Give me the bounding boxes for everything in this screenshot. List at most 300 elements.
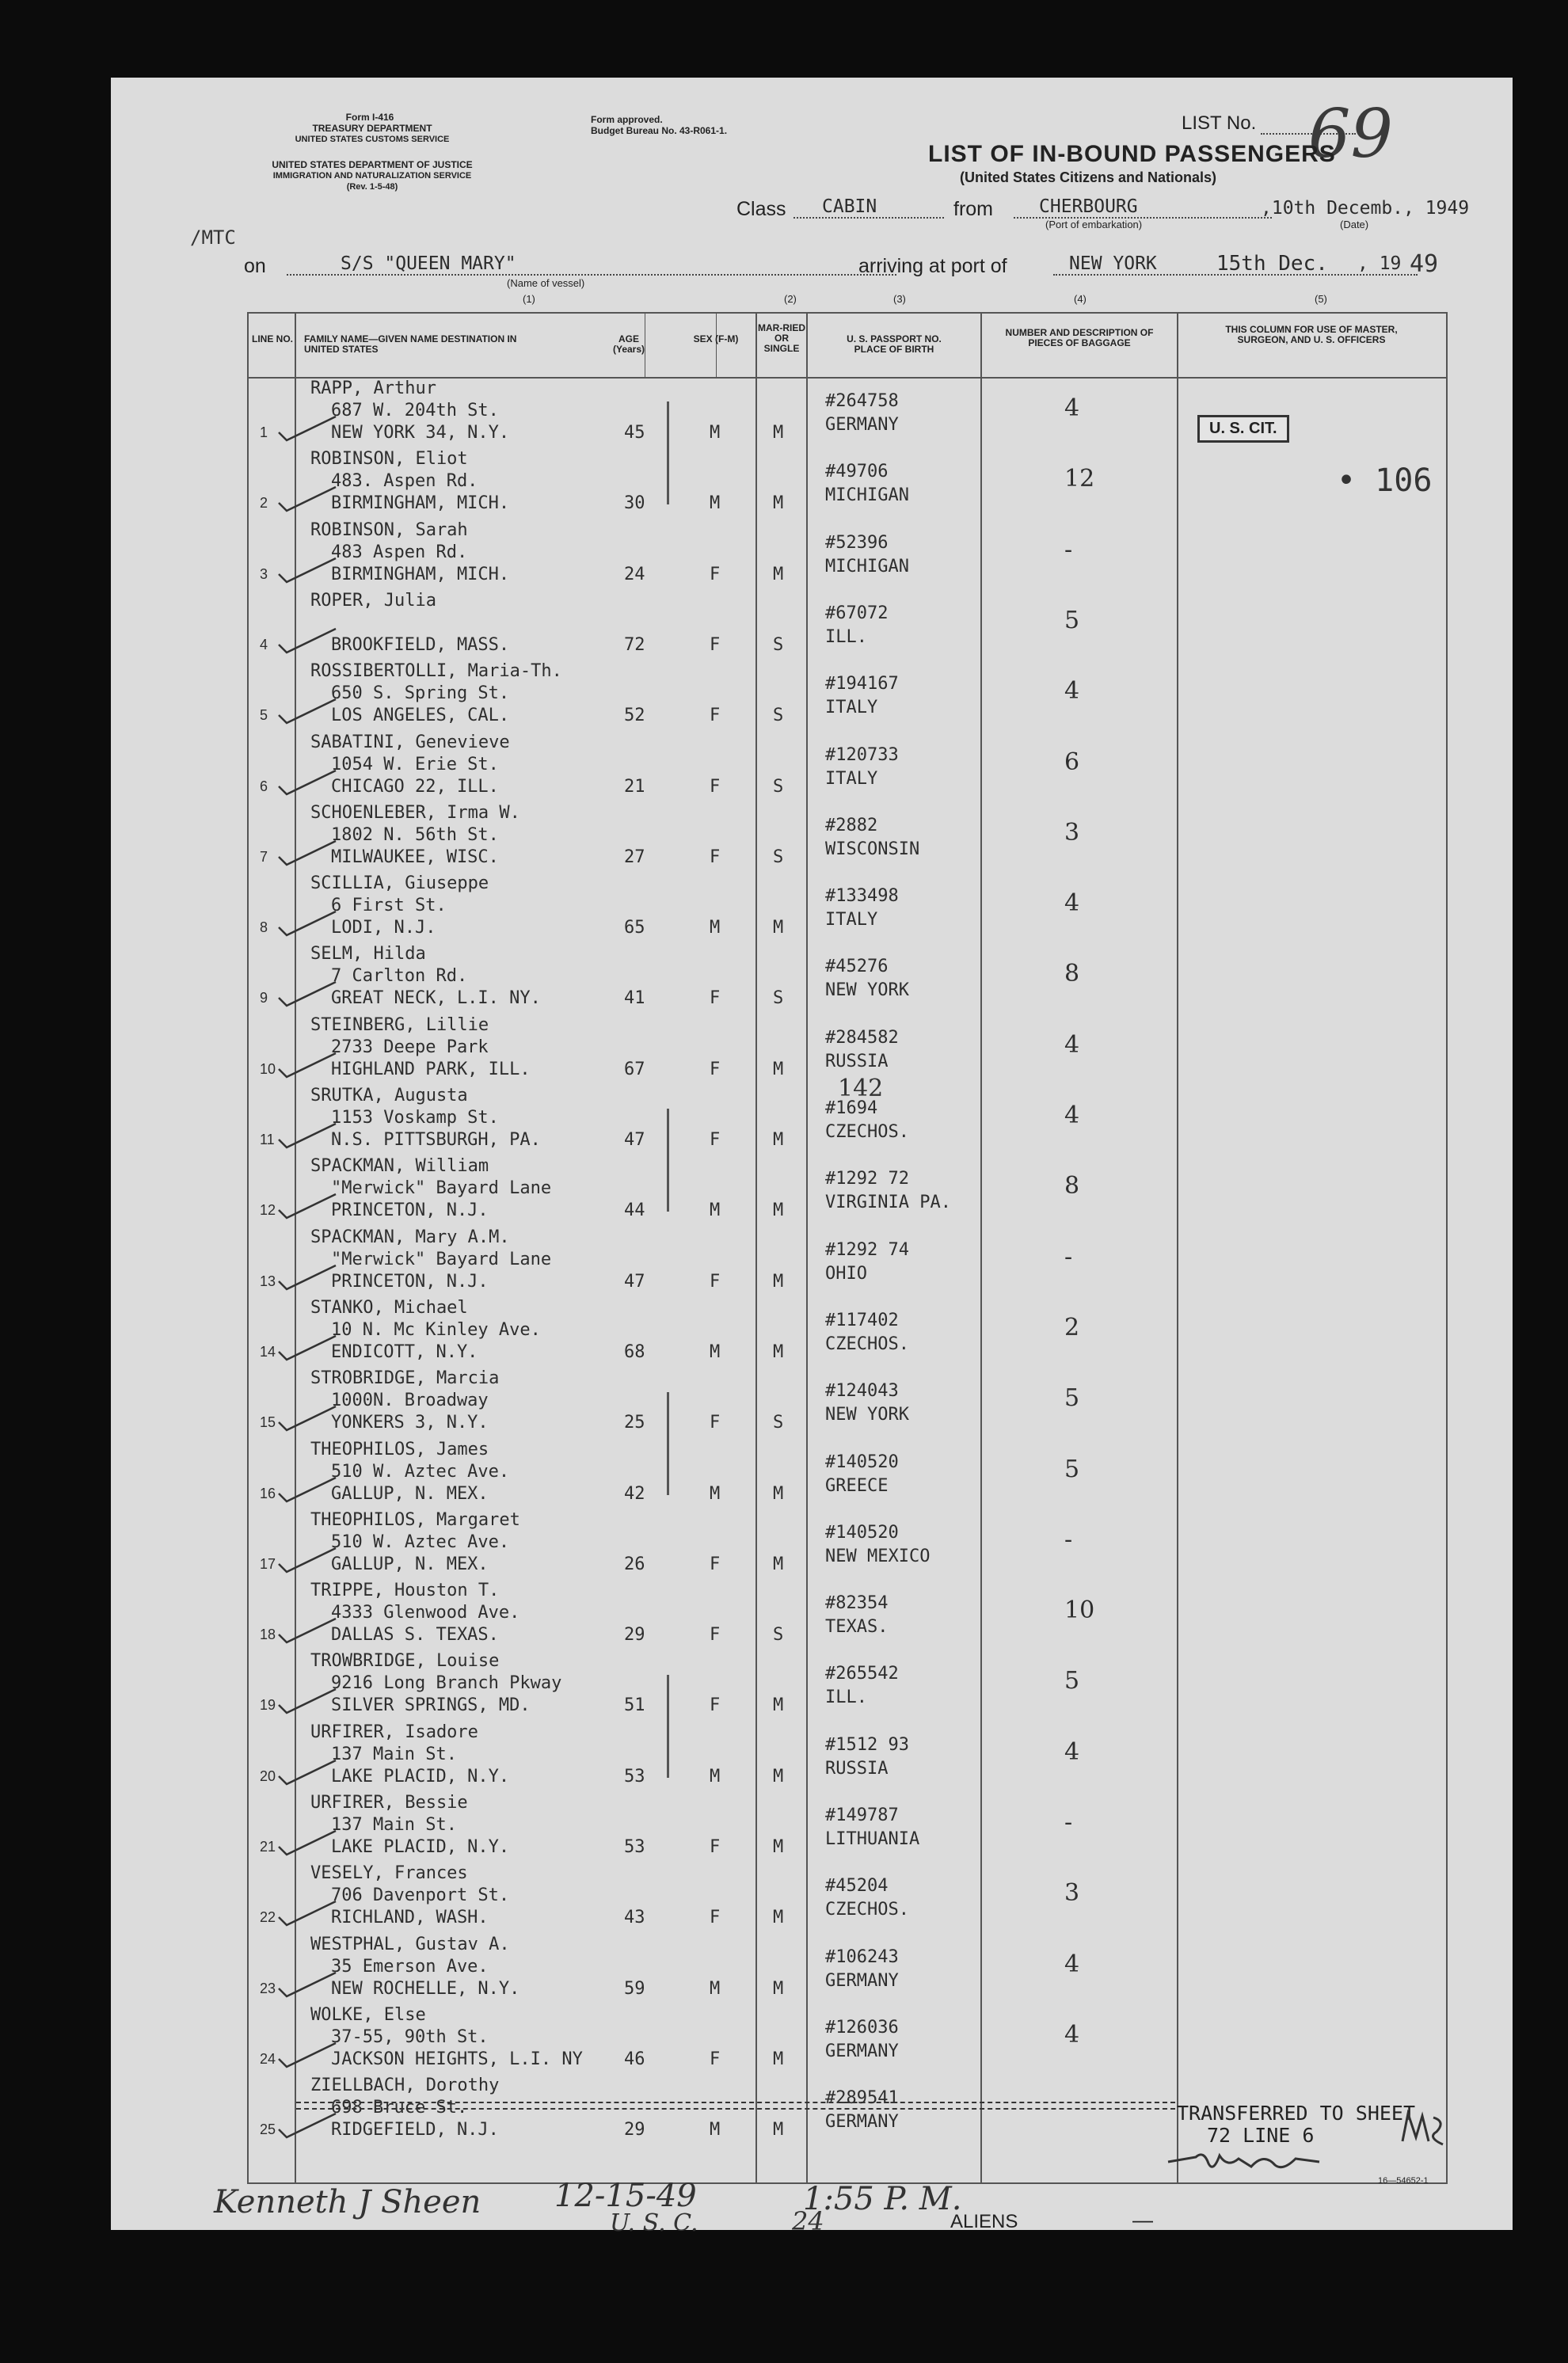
place-of-birth: ILL. — [825, 1688, 867, 1708]
passport-no: #149787 — [825, 1806, 899, 1825]
passport-no: #117402 — [825, 1310, 899, 1330]
passenger-sex: M — [710, 423, 721, 443]
baggage-count: 3 — [1064, 818, 1080, 847]
line-no: 18 — [260, 1627, 276, 1643]
passenger-age: 59 — [624, 1978, 645, 1999]
marital-status: M — [773, 1201, 784, 1221]
check-mark-icon — [276, 836, 339, 868]
place-of-birth: VIRGINIA PA. — [825, 1193, 951, 1213]
check-mark-icon — [276, 1402, 339, 1433]
check-mark-icon — [276, 907, 339, 938]
check-mark-icon — [276, 1614, 339, 1646]
passenger-city: RIDGEFIELD, N.J. — [331, 2120, 499, 2140]
passenger-sex: F — [710, 1413, 721, 1433]
baggage-count: 6 — [1064, 748, 1080, 776]
sign-date: 12-15-49 — [554, 2178, 697, 2214]
place-of-birth: GERMANY — [825, 415, 899, 435]
place-of-birth: TEXAS. — [825, 1617, 889, 1638]
arrival-year-prefix: , 19 — [1357, 253, 1402, 274]
place-of-birth: GERMANY — [825, 2112, 899, 2133]
passenger-name: THEOPHILOS, James — [310, 1439, 489, 1459]
line-no: 6 — [260, 778, 268, 794]
col-num-5: (5) — [1315, 293, 1327, 305]
passenger-age: 47 — [624, 1130, 645, 1150]
line-no: 8 — [260, 919, 268, 936]
marital-status: M — [773, 1059, 784, 1079]
table-row — [249, 1156, 1446, 1227]
table-row — [249, 1722, 1446, 1793]
justice-dept: UNITED STATES DEPARTMENT OF JUSTICE — [272, 159, 473, 170]
passenger-city: GALLUP, N. MEX. — [331, 1483, 489, 1504]
passenger-name: WOLKE, Else — [310, 2004, 426, 2025]
passport-no: #140520 — [825, 1452, 899, 1472]
place-of-birth: NEW MEXICO — [825, 1546, 931, 1566]
passenger-address: 1802 N. 56th St. — [331, 824, 499, 845]
marital-status: M — [773, 2120, 784, 2140]
baggage-count: 5 — [1064, 606, 1080, 634]
place-of-birth: CZECHOS. — [825, 1900, 909, 1920]
check-mark-icon — [276, 2109, 339, 2140]
passenger-age: 21 — [624, 776, 645, 797]
passenger-sex: F — [710, 1625, 721, 1646]
header-married: MAR-RIED OR SINGLE — [758, 322, 805, 354]
passenger-age: 65 — [624, 918, 645, 938]
place-of-birth: MICHIGAN — [825, 556, 909, 576]
passport-no: #2882 — [825, 815, 878, 835]
check-mark-icon — [276, 482, 339, 514]
line-no: 16 — [260, 1485, 276, 1501]
table-row — [249, 1227, 1446, 1298]
passport-no: #52396 — [825, 532, 889, 553]
table-row — [249, 1440, 1446, 1510]
check-mark-icon — [276, 1756, 339, 1787]
passenger-name: STEINBERG, Lillie — [310, 1014, 489, 1035]
passenger-age: 46 — [624, 2049, 645, 2069]
passenger-name: SPACKMAN, Mary A.M. — [310, 1227, 510, 1247]
marital-status: S — [773, 1413, 784, 1433]
place-of-birth: ITALY — [825, 768, 878, 789]
passenger-city: LOS ANGELES, CAL. — [331, 706, 510, 726]
baggage-count: 2 — [1064, 1313, 1080, 1341]
marital-status: M — [773, 423, 784, 443]
passenger-address: 650 S. Spring St. — [331, 683, 510, 704]
passenger-city: NEW ROCHELLE, N.Y. — [331, 1978, 520, 1999]
passenger-name: THEOPHILOS, Margaret — [310, 1509, 520, 1530]
check-mark-icon — [276, 1189, 339, 1221]
passport-no: #124043 — [825, 1381, 899, 1402]
vessel-caption: (Name of vessel) — [507, 277, 585, 289]
baggage-count: 4 — [1064, 1102, 1080, 1129]
passenger-name: ROBINSON, Sarah — [310, 519, 468, 540]
date-caption: (Date) — [1340, 219, 1369, 230]
check-mark-icon — [276, 1897, 339, 1928]
passport-no: #45204 — [825, 1876, 889, 1897]
bracket-mark — [667, 401, 669, 504]
arrival-date: 15th Dec. — [1216, 252, 1328, 276]
check-mark-icon — [276, 1968, 339, 2000]
table-row — [249, 520, 1446, 591]
transferred-note-2: 72 LINE 6 — [1207, 2124, 1315, 2147]
passenger-sex: F — [710, 564, 721, 584]
check-mark-icon — [276, 1119, 339, 1151]
passenger-address: 7 Carlton Rd. — [331, 966, 468, 987]
passenger-city: GREAT NECK, L.I. NY. — [331, 988, 541, 1009]
usc-count: 24 — [792, 2206, 824, 2236]
passenger-city: DALLAS S. TEXAS. — [331, 1625, 499, 1646]
line-no: 20 — [260, 1767, 276, 1784]
usc-label: U. S. C. — [610, 2209, 698, 2237]
passenger-city: RICHLAND, WASH. — [331, 1908, 489, 1928]
line-no: 7 — [260, 848, 268, 865]
manifest-subtitle: (United States Citizens and Nationals) — [960, 169, 1217, 185]
class-underline — [794, 217, 944, 219]
passenger-sex: F — [710, 776, 721, 797]
passenger-city: SILVER SPRINGS, MD. — [331, 1695, 531, 1716]
passport-no: #1292 74 — [825, 1239, 909, 1260]
passenger-name: SCILLIA, Giuseppe — [310, 873, 489, 894]
marital-status: M — [773, 1341, 784, 1362]
passenger-age: 42 — [624, 1483, 645, 1504]
passenger-age: 53 — [624, 1766, 645, 1787]
check-mark-icon — [276, 624, 339, 656]
passenger-name: STANKO, Michael — [310, 1297, 468, 1318]
passenger-address: 1153 Voskamp St. — [331, 1108, 499, 1128]
embark-caption: (Port of embarkation) — [1045, 219, 1143, 230]
passenger-address: 10 N. Mc Kinley Ave. — [331, 1319, 541, 1340]
place-of-birth: GREECE — [825, 1475, 889, 1496]
marital-status: S — [773, 706, 784, 726]
col-num-3: (3) — [893, 293, 906, 305]
header-age: AGE (Years) — [612, 333, 645, 355]
marital-status: M — [773, 1908, 784, 1928]
form-revision: (Rev. 1-5-48) — [346, 182, 398, 192]
marital-status: S — [773, 988, 784, 1009]
line-no: 11 — [260, 1132, 275, 1147]
passenger-sex: F — [710, 847, 721, 867]
line-no: 15 — [260, 1414, 276, 1431]
passenger-city: PRINCETON, N.J. — [331, 1271, 489, 1292]
passenger-name: URFIRER, Bessie — [310, 1793, 468, 1813]
passenger-address: "Merwick" Bayard Lane — [331, 1249, 552, 1269]
passport-no: #1292 72 — [825, 1169, 909, 1189]
line-no: 10 — [260, 1060, 276, 1077]
passport-no: #265542 — [825, 1664, 899, 1684]
place-of-birth: WISCONSIN — [825, 839, 920, 859]
table-row — [249, 1510, 1446, 1581]
baggage-count: 4 — [1064, 1737, 1080, 1766]
bracket-mark — [667, 1675, 669, 1778]
passenger-age: 67 — [624, 1059, 645, 1079]
row-separator — [296, 2108, 1175, 2110]
passenger-city: LAKE PLACID, N.Y. — [331, 1837, 510, 1857]
check-mark-icon — [276, 1048, 339, 1080]
baggage-count: 5 — [1064, 1384, 1080, 1413]
passenger-age: 53 — [624, 1837, 645, 1857]
check-mark-icon — [276, 412, 339, 443]
us-cit-stamp: U. S. CIT. — [1197, 415, 1289, 443]
initials — [1399, 2110, 1454, 2157]
passenger-address: 35 Emerson Ave. — [331, 1956, 489, 1977]
passenger-age: 68 — [624, 1341, 645, 1362]
passenger-city: BIRMINGHAM, MICH. — [331, 564, 510, 584]
passport-no: #284582 — [825, 1027, 899, 1048]
baggage-count: 4 — [1064, 677, 1080, 706]
port-value: NEW YORK — [1069, 253, 1157, 274]
passport-no: #133498 — [825, 886, 899, 907]
line-no: 14 — [260, 1343, 276, 1360]
footer-code: 16—54652-1 — [1378, 2176, 1429, 2186]
check-mark-icon — [276, 1543, 339, 1575]
place-of-birth: ITALY — [825, 698, 878, 718]
passport-correction: 142 — [838, 1075, 884, 1102]
list-no-label: LIST No. — [1182, 112, 1257, 134]
passport-no: #45276 — [825, 957, 889, 977]
signature: Kenneth J Sheen — [214, 2184, 481, 2220]
table-row — [249, 944, 1446, 1014]
marital-status: S — [773, 1625, 784, 1646]
header-baggage: NUMBER AND DESCRIPTION OF PIECES OF BAGGAGE — [1005, 327, 1154, 348]
vessel-value: S/S "QUEEN MARY" — [341, 253, 516, 274]
line-no: 13 — [260, 1273, 276, 1289]
marital-status: M — [773, 564, 784, 584]
line-no: 24 — [260, 2050, 276, 2067]
passenger-age: 26 — [624, 1554, 645, 1574]
passenger-name: TRIPPE, Houston T. — [310, 1581, 500, 1601]
passenger-sex: M — [710, 1978, 721, 1999]
passenger-address: 510 W. Aztec Ave. — [331, 1461, 510, 1482]
passenger-address: 483 Aspen Rd. — [331, 542, 468, 562]
passenger-sex: F — [710, 1130, 721, 1150]
header-passport: U. S. PASSPORT NO. PLACE OF BIRTH — [847, 333, 942, 355]
passenger-name: ROSSIBERTOLLI, Maria-Th. — [310, 661, 562, 682]
passenger-sex: F — [710, 1837, 721, 1857]
place-of-birth: ITALY — [825, 910, 878, 930]
from-label: from — [953, 198, 993, 220]
baggage-count: 4 — [1064, 394, 1080, 422]
table-row — [249, 873, 1446, 944]
passenger-age: 30 — [624, 493, 645, 514]
col-num-4: (4) — [1074, 293, 1087, 305]
table-row — [249, 449, 1446, 519]
table-row — [249, 1793, 1446, 1863]
passenger-sex: M — [710, 1341, 721, 1362]
header-line-no: LINE NO. — [252, 333, 294, 344]
col-num-1: (1) — [523, 293, 535, 305]
vessel-underline — [287, 274, 896, 276]
passenger-name: SRUTKA, Augusta — [310, 1086, 468, 1105]
passenger-age: 41 — [624, 988, 645, 1009]
baggage-count: 4 — [1064, 2020, 1080, 2049]
passenger-age: 72 — [624, 634, 645, 655]
check-mark-icon — [276, 1261, 339, 1292]
passenger-name: STROBRIDGE, Marcia — [310, 1368, 500, 1389]
treasury-dept: TREASURY DEPARTMENT — [312, 123, 432, 134]
check-mark-icon — [276, 1473, 339, 1505]
passport-no: #194167 — [825, 674, 899, 694]
table-row — [249, 591, 1446, 661]
passenger-sex: M — [710, 1766, 721, 1787]
passenger-sex: F — [710, 1695, 721, 1716]
passenger-address: 37-55, 90th St. — [331, 2026, 489, 2047]
passenger-address: 4333 Glenwood Ave. — [331, 1603, 520, 1623]
place-of-birth: GERMANY — [825, 1970, 899, 1991]
passport-no: #289541 — [825, 2088, 899, 2109]
passenger-city: GALLUP, N. MEX. — [331, 1554, 489, 1574]
place-of-birth: CZECHOS. — [825, 1334, 909, 1354]
manifest-title: LIST OF IN-BOUND PASSENGERS — [928, 141, 1336, 167]
marital-status: M — [773, 1695, 784, 1716]
col-num-2: (2) — [784, 293, 797, 305]
passenger-name: ROPER, Julia — [310, 590, 436, 611]
passenger-address: 483. Aspen Rd. — [331, 471, 478, 492]
line-no: 4 — [260, 636, 268, 653]
passenger-address: 137 Main St. — [331, 1744, 457, 1764]
passport-no: #106243 — [825, 1946, 899, 1967]
passenger-address: 510 W. Aztec Ave. — [331, 1532, 510, 1552]
marital-status: M — [773, 1766, 784, 1787]
passport-no: #120733 — [825, 744, 899, 765]
check-mark-icon — [276, 1826, 339, 1858]
check-mark-icon — [276, 977, 339, 1009]
passenger-sex: F — [710, 1554, 721, 1574]
passenger-age: 43 — [624, 1908, 645, 1928]
passenger-city: N.S. PITTSBURGH, PA. — [331, 1130, 541, 1150]
passenger-age: 25 — [624, 1413, 645, 1433]
place-of-birth: LITHUANIA — [825, 1829, 920, 1849]
passenger-address: 2733 Deepe Park — [331, 1037, 489, 1057]
passport-no: #67072 — [825, 603, 889, 623]
passenger-city: LODI, N.J. — [331, 918, 436, 938]
initials-mark — [1399, 2110, 1454, 2149]
baggage-count: 12 — [1064, 465, 1095, 493]
col-rule — [716, 314, 717, 377]
place-of-birth: RUSSIA — [825, 1758, 889, 1779]
table-row — [249, 2005, 1446, 2076]
count-note: • 106 — [1337, 462, 1433, 499]
baggage-count: 8 — [1064, 1172, 1080, 1201]
marital-status: M — [773, 493, 784, 514]
table-row — [249, 1581, 1446, 1651]
check-mark-icon — [276, 554, 339, 585]
baggage-count: 5 — [1064, 1455, 1080, 1483]
officer-scrawl — [1164, 2146, 1323, 2181]
passport-no: #82354 — [825, 1593, 889, 1614]
budget-bureau: Budget Bureau No. 43-R061-1. — [591, 125, 728, 136]
list-no-value: 69 — [1308, 95, 1393, 173]
baggage-count: 4 — [1064, 1950, 1080, 1978]
passenger-age: 45 — [624, 423, 645, 443]
passenger-address: 1054 W. Erie St. — [331, 754, 499, 774]
form-approved: Form approved. — [591, 114, 663, 125]
baggage-count: 4 — [1064, 889, 1080, 918]
baggage-count: 5 — [1064, 1667, 1080, 1695]
passport-no: #264758 — [825, 391, 899, 411]
line-no: 2 — [260, 495, 268, 512]
place-of-birth: MICHIGAN — [825, 485, 909, 506]
passenger-address: 1000N. Broadway — [331, 1391, 489, 1411]
passenger-age: 44 — [624, 1201, 645, 1221]
marital-status: M — [773, 918, 784, 938]
aliens-dash: — — [1132, 2208, 1153, 2232]
passenger-address: 9216 Long Branch Pkway — [331, 1673, 562, 1694]
passport-no: #1694 — [825, 1098, 878, 1118]
line-no: 12 — [260, 1202, 276, 1219]
line-no: 1 — [260, 424, 268, 440]
baggage-count: - — [1064, 1809, 1073, 1836]
passenger-age: 29 — [624, 2120, 645, 2140]
baggage-count: 4 — [1064, 1030, 1080, 1059]
marital-status: M — [773, 1978, 784, 1999]
passport-no: #1512 93 — [825, 1734, 909, 1755]
table-row — [249, 803, 1446, 873]
header-sex: SEX (F-M) — [693, 333, 739, 344]
passenger-city: CHICAGO 22, ILL. — [331, 776, 499, 797]
passenger-city: YONKERS 3, N.Y. — [331, 1413, 489, 1433]
passenger-age: 24 — [624, 564, 645, 584]
on-label: on — [244, 255, 266, 277]
passenger-name: SCHOENLEBER, Irma W. — [310, 802, 520, 823]
officer-scrawl-mark — [1164, 2146, 1323, 2178]
marital-status: M — [773, 1130, 784, 1150]
passenger-name: SABATINI, Genevieve — [310, 732, 510, 752]
passenger-table — [247, 312, 1448, 2184]
customs-service: UNITED STATES CUSTOMS SERVICE — [295, 135, 450, 144]
passenger-city: MILWAUKEE, WISC. — [331, 847, 499, 867]
line-no: 3 — [260, 565, 268, 582]
passenger-name: ROBINSON, Eliot — [310, 449, 468, 470]
passenger-city: NEW YORK 34, N.Y. — [331, 423, 510, 443]
marital-status: M — [773, 1554, 784, 1574]
line-no: 9 — [260, 990, 268, 1006]
table-row — [249, 1298, 1446, 1368]
passenger-city: ENDICOTT, N.Y. — [331, 1341, 478, 1362]
passenger-sex: M — [710, 493, 721, 514]
baggage-count: - — [1064, 535, 1073, 564]
table-row — [249, 1863, 1446, 1934]
passenger-sex: M — [710, 918, 721, 938]
mtc-note: /MTC — [190, 226, 236, 249]
passenger-address: 687 W. 204th St. — [331, 401, 499, 420]
passenger-address: 698 Bruce St. — [331, 2098, 468, 2118]
line-no: 23 — [260, 1980, 276, 1996]
passenger-age: 52 — [624, 706, 645, 726]
passenger-city: BROOKFIELD, MASS. — [331, 634, 510, 655]
baggage-count: 3 — [1064, 1879, 1080, 1908]
passenger-sex: F — [710, 706, 721, 726]
place-of-birth: OHIO — [825, 1263, 867, 1284]
place-of-birth: CZECHOS. — [825, 1122, 909, 1142]
table-row — [249, 1368, 1446, 1439]
passenger-sex: F — [710, 1059, 721, 1079]
passport-no: #49706 — [825, 462, 889, 482]
passenger-sex: M — [710, 1201, 721, 1221]
place-of-birth: RUSSIA — [825, 1051, 889, 1071]
passenger-city: LAKE PLACID, N.Y. — [331, 1766, 510, 1787]
check-mark-icon — [276, 1684, 339, 1716]
passenger-sex: F — [710, 2049, 721, 2069]
port-underline — [1053, 274, 1418, 276]
marital-status: S — [773, 776, 784, 797]
table-row — [249, 1935, 1446, 2005]
baggage-count: 8 — [1064, 960, 1080, 988]
passenger-sex: F — [710, 634, 721, 655]
check-mark-icon — [276, 1331, 339, 1363]
bracket-mark — [667, 1392, 669, 1495]
place-of-birth: NEW YORK — [825, 1405, 909, 1425]
aliens-label: ALIENS — [950, 2211, 1018, 2232]
header-name: FAMILY NAME—GIVEN NAME DESTINATION IN UNITED STATES — [304, 333, 517, 355]
passenger-address: "Merwick" Bayard Lane — [331, 1178, 552, 1199]
